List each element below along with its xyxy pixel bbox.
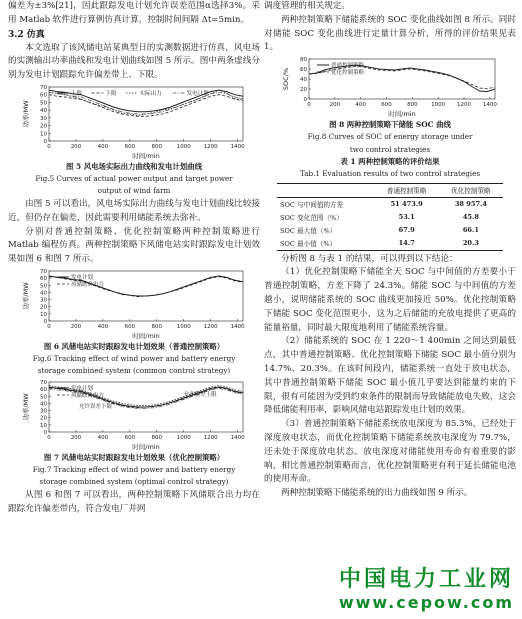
y-tick-label: 0 — [43, 429, 47, 436]
x-tick-label: 200 — [329, 102, 341, 109]
watermark-url: www.cepow.com — [338, 593, 514, 612]
paragraph: 两种控制策略下储能系统的出力曲线如图 9 所示。 — [281, 488, 473, 499]
fig5-chart — [19, 83, 249, 161]
y-tick-label: 50 — [40, 283, 47, 290]
table-header-row — [277, 183, 503, 197]
legend-label: 优化控制策略 — [331, 70, 365, 77]
table-cell: SOC 最大值（%） — [280, 227, 337, 236]
fig5-caption-en-2: output of wind farm — [97, 186, 171, 196]
x-tick-label: 800 — [151, 434, 163, 441]
legend-label: 风储联合出力 — [71, 392, 105, 399]
series-line — [49, 95, 243, 117]
legend-label: 实际出力 — [139, 90, 162, 97]
y-tick-label: 50 — [40, 100, 47, 107]
y-tick-label: 40 — [40, 108, 47, 115]
table-caption-cn: 表 1 两种控制策略的评价结果 — [340, 157, 440, 167]
x-tick-label: 400 — [97, 434, 109, 441]
table-cell: 38 957.4 — [454, 200, 487, 209]
x-tick-label: 200 — [70, 434, 82, 441]
y-tick-label: 10 — [40, 131, 47, 138]
table-row — [277, 237, 503, 251]
y-tick-label: 30 — [40, 115, 47, 122]
x-tick-label: 1400 — [482, 102, 497, 109]
legend-label: 发电计划 — [186, 90, 209, 97]
x-tick-label: 600 — [124, 434, 136, 441]
paragraph: 从图 6 和图 7 可以看出，两种控制策略下风储联合出力均在跟踪允许偏差带内，符合发电厂并网 — [8, 489, 260, 514]
watermark — [339, 567, 514, 613]
x-tick-label: 200 — [70, 143, 82, 150]
x-tick-label: 400 — [355, 102, 366, 109]
table-cell: 45.8 — [462, 213, 479, 222]
table-header-cell — [277, 183, 375, 197]
y-tick-label: 80 — [300, 57, 307, 64]
fig7-chart — [19, 378, 249, 452]
watermark-title: 中国电力工业网 — [338, 567, 514, 592]
fig8-caption-cn: 图 8 两种控制策略下储能 SOC 曲线 — [329, 120, 451, 130]
y-axis-label: 功率/MW — [22, 100, 30, 128]
annotation-upper: 允许误差上限 — [183, 391, 217, 398]
fig5-caption-cn: 图 5 风电场实际出力曲线和发电计划曲线 — [66, 161, 202, 171]
y-tick-label: 10 — [40, 311, 47, 318]
x-tick-label: 1200 — [203, 143, 218, 150]
x-tick-label: 1400 — [230, 434, 245, 441]
x-tick-label: 800 — [151, 323, 163, 330]
x-tick-label: 1000 — [176, 323, 191, 330]
x-tick-label: 400 — [97, 143, 109, 150]
x-tick-label: 0 — [47, 323, 51, 330]
x-tick-label: 600 — [124, 323, 136, 330]
table-row — [277, 211, 503, 224]
y-tick-label: 0 — [303, 97, 307, 104]
annotation-lower: 允许误差下限 — [79, 403, 113, 410]
right-column — [264, 0, 516, 501]
x-tick-label: 400 — [97, 323, 109, 330]
y-tick-label: 60 — [40, 387, 47, 394]
x-tick-label: 0 — [47, 143, 51, 150]
y-tick-label: 60 — [40, 92, 47, 99]
x-axis-label: 时间/min — [132, 442, 160, 451]
fig6-caption-cn: 图 6 风储电站实时跟踪发电计划效果（普通控制策略） — [43, 341, 225, 351]
fig8-caption-en: Fig.8 Curves of SOC of energy storage under — [307, 132, 473, 142]
paragraph: 调度管理的相关规定。 — [264, 1, 350, 11]
table-row — [277, 224, 503, 237]
paragraph: 分析图 8 与表 1 的结果，可以得到以下结论： — [281, 253, 458, 264]
fig8-chart — [279, 55, 501, 119]
table-caption-en: Tab.1 Evaluation results of two control strategies — [299, 169, 481, 179]
paragraph: 由图 5 可以看出，风电场实际出力曲线与发电计划曲线比较接近，但仍存在偏差，因此需要利用储能系统去弥补。 — [8, 198, 260, 223]
paragraph: （3）普通控制策略下储能系统放电深度为 85.3%，已经处于深度放电状态，而优化控制策略下储能系统放电深度为 79.7%，还未处于深度放电状态。放电深度对储能使用寿命有着重要的影响，相比普通控制策略而言，优化控制策略更有利于延长储能电池的使用寿命。 — [264, 419, 516, 485]
x-axis-label: 时间/min — [388, 110, 416, 119]
table-cell: 67.9 — [398, 226, 415, 235]
x-tick-label: 1000 — [176, 434, 191, 441]
x-tick-label: 800 — [151, 143, 163, 150]
evaluation-table — [277, 183, 503, 251]
y-tick-label: 30 — [40, 297, 47, 304]
legend-label: 发电计划 — [71, 274, 94, 281]
table-cell: 51 473.9 — [390, 200, 423, 209]
y-tick-label: 60 — [40, 276, 47, 283]
legend-label: 下限 — [105, 90, 117, 97]
fig7-caption-en-2: storage combined system (optimal control strategy) — [39, 477, 229, 487]
y-tick-label: 10 — [40, 422, 47, 429]
x-tick-label: 1200 — [203, 323, 218, 330]
y-tick-label: 40 — [40, 290, 47, 297]
x-tick-label: 600 — [124, 143, 136, 150]
y-tick-label: 40 — [300, 77, 307, 84]
fig6-chart — [19, 267, 249, 341]
table-header-cell: 优化控制策略 — [451, 187, 491, 196]
y-tick-label: 30 — [40, 408, 47, 415]
table-cell: 66.1 — [462, 226, 479, 235]
paragraph: （1）优化控制策略下储能全天 SOC 与中间值的方差要小于普通控制策略，方差下降了 24.3%。储能 SOC 与中间值的方差越小，说明储能系统的 SOC 曲线更加接近 50%。优化控制策略下储能 SOC 变化范围更小，这为之后储能的充放电提供了更高的能量裕量，同时最大限度地利用了储能系统容量。 — [264, 267, 516, 333]
table-cell: 53.1 — [398, 213, 415, 222]
y-tick-label: 70 — [40, 84, 47, 91]
x-tick-label: 1200 — [203, 434, 218, 441]
y-tick-label: 50 — [40, 394, 47, 401]
fig6-caption-en: Fig.6 Tracking effect of wind power and battery energy — [32, 353, 236, 363]
x-tick-label: 0 — [47, 434, 51, 441]
fig7-caption-cn: 图 7 风储电站实时跟踪发电计划效果（优化控制策略） — [43, 452, 225, 462]
table-cell: SOC 变化范围（%） — [280, 214, 343, 223]
x-tick-label: 0 — [307, 102, 311, 109]
y-tick-label: 20 — [40, 304, 47, 311]
y-tick-label: 0 — [43, 138, 47, 145]
paragraph: （2）储能系统的 SOC 在 1 220～1 400min 之间达到最低点，其中普通控制策略、优化控制策略下储能 SOC 最小值分别为 14.7%、20.3%。在该时间段内，储能系统一直处于放电状态，其中普通控制策略下储能 SOC 最小值几乎要达到能量约束的下限，很有可能因为受到约束条件的限制而导致储能放电失败，这会降低储能利用率，影响风储电站跟踪发电计划的效果。 — [264, 336, 516, 416]
fig7-caption-en: Fig.7 Tracking effect of wind power and battery energy — [32, 464, 236, 474]
y-tick-label: 20 — [40, 123, 47, 130]
x-tick-label: 1200 — [457, 102, 471, 109]
table-cell: SOC 与中间值的方差 — [280, 201, 344, 210]
legend-label: 风储联合出力 — [71, 281, 105, 288]
table-cell: 20.3 — [462, 239, 479, 248]
x-axis-label: 时间/min — [132, 331, 160, 340]
section-heading: 3.2 仿真 — [8, 29, 45, 40]
table-header-cell: 普通控制策略 — [386, 187, 427, 196]
y-axis-label: SOC/% — [282, 68, 290, 91]
y-tick-label: 70 — [40, 379, 47, 386]
paragraph: 两种控制策略下储能系统的 SOC 变化曲线如图 8 所示。同时对储能 SOC 变化曲线进行定量计算分析，所得的评价结果见表 1。 — [264, 14, 516, 53]
y-axis-label: 功率/MW — [22, 282, 30, 310]
x-tick-label: 200 — [70, 323, 82, 330]
paragraph: 分别对普通控制策略、优化控制策略两种控制策略进行 Matlab 编程仿真。两种控制策略下风储电站实时跟踪发电计划效果如图 6 和图 7 所示。 — [8, 226, 260, 265]
fig5-caption-en: Fig.5 Curves of actual power output and target power — [35, 173, 233, 183]
x-tick-label: 600 — [381, 102, 392, 109]
x-tick-label: 800 — [407, 102, 418, 109]
legend-label: 普通控制策略 — [331, 63, 365, 70]
y-axis-label: 功率/MW — [22, 393, 30, 421]
y-tick-label: 40 — [40, 401, 47, 408]
legend-label: 上限 — [71, 90, 83, 97]
x-tick-label: 1000 — [176, 143, 191, 150]
y-tick-label: 20 — [300, 87, 307, 94]
left-column — [8, 0, 260, 517]
y-tick-label: 70 — [40, 268, 47, 275]
table-cell: 14.7 — [398, 239, 415, 248]
x-axis-label: 时间/min — [132, 151, 160, 160]
paragraph: 本文选取了该风储电站某典型日的实测数据进行仿真，风电场的实测输出功率曲线和发电计划曲线如图 5 所示。图中两条虚线分别为发电计划跟踪允许偏差带上、下限。 — [8, 42, 260, 81]
legend-label: 发电计划 — [71, 385, 94, 392]
x-tick-label: 1400 — [230, 143, 245, 150]
table-row — [277, 197, 503, 211]
y-tick-label: 20 — [40, 415, 47, 422]
x-tick-label: 1400 — [230, 323, 245, 330]
paragraph: 偏差为±3%[21]，因此跟踪发电计划允许误差范围α选择3%。采用 Matlab 软件进行算例仿真计算，控制时间间隔 Δt=5min。 — [8, 1, 260, 25]
fig6-caption-en-2: storage combined system (common control strategy) — [37, 366, 231, 376]
y-tick-label: 0 — [43, 318, 47, 325]
x-tick-label: 1000 — [431, 102, 446, 109]
fig8-caption-en-2: two control strategies — [349, 144, 431, 154]
table-cell: SOC 最小值（%） — [280, 240, 337, 249]
y-tick-label: 60 — [300, 67, 307, 74]
